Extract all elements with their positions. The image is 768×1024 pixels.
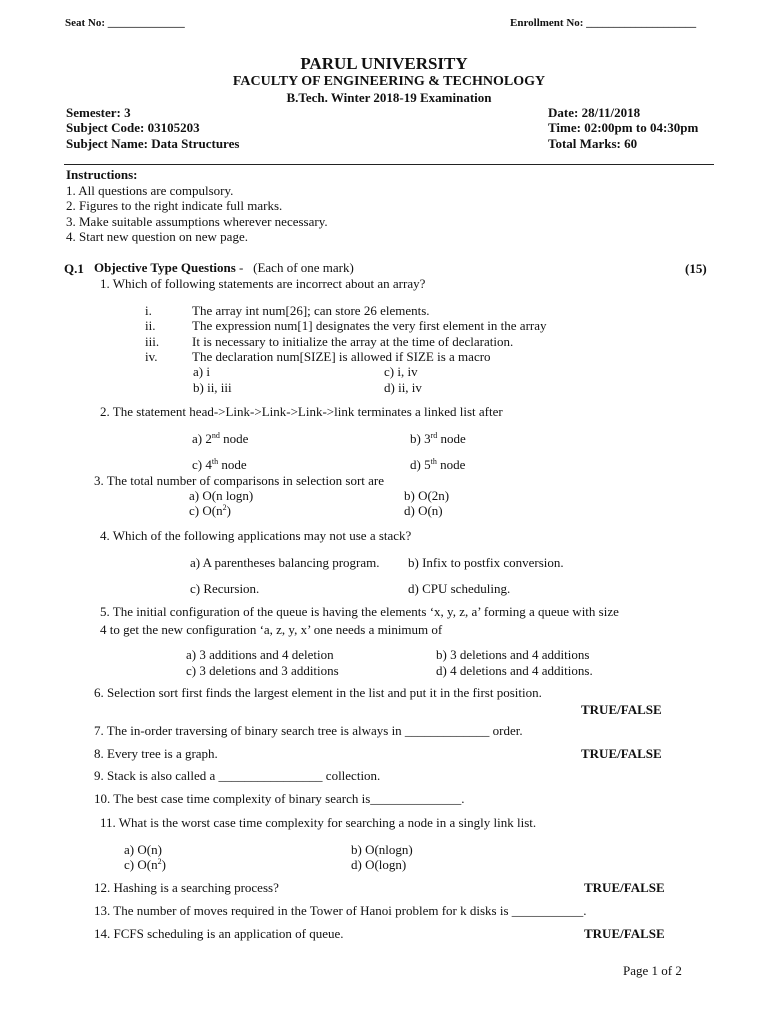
option: c) Recursion. [190,581,260,596]
true-false-label: TRUE/FALSE [581,702,662,717]
question-11: 11. What is the worst case time complexity for searching a node in a singly link list. [100,815,537,830]
page-number: Page 1 of 2 [623,963,682,978]
exam-date: Date: 28/11/2018 [548,105,641,120]
question-number: Q.1 [64,261,84,276]
true-false-label: TRUE/FALSE [581,746,662,761]
statement: The declaration num[SIZE] is allowed if SIZE is a macro [192,349,491,364]
roman-numeral: iv. [145,349,158,364]
question-13: 13. The number of moves required in the Tower of Hanoi problem for k disks is ___________. [94,903,587,918]
statement: The array int num[26]; can store 26 elements. [192,303,430,318]
statement: It is necessary to initialize the array at the time of declaration. [192,334,514,349]
question-9: 9. Stack is also called a ________________ collection. [94,768,381,783]
option: d) CPU scheduling. [408,581,511,596]
section-heading [94,260,354,275]
exam-time: Time: 02:00pm to 04:30pm [548,120,699,135]
option: a) A parentheses balancing program. [190,555,380,570]
option: a) i [193,364,210,379]
roman-numeral: iii. [145,334,160,349]
subject-code: Subject Code: 03105203 [66,120,200,135]
question-5-cont: 4 to get the new configuration ‘a, z, y, x’ one needs a minimum of [100,622,443,637]
question-8: 8. Every tree is a graph. [94,746,218,761]
option: b) 3 deletions and 4 additions [436,647,590,662]
section-subtitle: (Each of one mark) [253,260,354,275]
header-divider [64,164,714,165]
question-10: 10. The best case time complexity of binary search is______________. [94,791,465,806]
exam-title: B.Tech. Winter 2018-19 Examination [286,90,492,105]
option: d) 4 deletions and 4 additions. [436,663,593,678]
question-2: 2. The statement head->Link->Link->Link->link terminates a linked list after [100,404,503,419]
university-title: PARUL UNIVERSITY [300,54,468,73]
option: b) 3rd node [410,431,466,446]
faculty-title: FACULTY OF ENGINEERING & TECHNOLOGY [232,74,546,89]
instruction-item: 1. All questions are compulsory. [66,183,234,198]
true-false-label: TRUE/FALSE [584,880,665,895]
option: a) 3 additions and 4 deletion [186,647,334,662]
option: a) O(n logn) [189,488,254,503]
option: a) O(n) [124,842,162,857]
option: c) 4th node [192,457,247,472]
option: d) ii, iv [384,380,422,395]
option: b) ii, iii [193,380,232,395]
roman-numeral: ii. [145,318,156,333]
semester: Semester: 3 [66,105,131,120]
question-4: 4. Which of the following applications may not use a stack? [100,528,412,543]
section-title: Objective Type Questions [94,260,236,275]
option: c) i, iv [384,364,418,379]
statement: The expression num[1] designates the very first element in the array [192,318,547,333]
option: b) Infix to postfix conversion. [408,555,564,570]
total-marks: Total Marks: 60 [548,136,638,151]
seat-no: Seat No: ______________ [65,17,185,29]
question-14: 14. FCFS scheduling is an application of queue. [94,926,344,941]
section-dash: - [235,260,244,275]
question-7: 7. The in-order traversing of binary search tree is always in _____________ order. [94,723,523,738]
instruction-item: 3. Make suitable assumptions wherever necessary. [66,214,328,229]
option: c) 3 deletions and 3 additions [186,663,339,678]
question-12: 12. Hashing is a searching process? [94,880,279,895]
option: a) 2nd node [192,431,249,446]
question-5: 5. The initial configuration of the queue is having the elements ‘x, y, z, a’ forming a queue with size [100,604,619,619]
subject-name: Subject Name: Data Structures [66,136,240,151]
instructions-title: Instructions: [66,167,138,182]
option: d) O(logn) [351,857,407,872]
option: b) O(nlogn) [351,842,413,857]
option: d) O(n) [404,503,443,518]
option: b) O(2n) [404,488,450,503]
instruction-item: 4. Start new question on new page. [66,229,248,244]
instruction-item: 2. Figures to the right indicate full marks. [66,198,283,213]
question-3: 3. The total number of comparisons in selection sort are [94,473,385,488]
enrollment-no: Enrollment No: ____________________ [510,17,697,29]
question-1: 1. Which of following statements are incorrect about an array? [100,276,426,291]
true-false-label: TRUE/FALSE [584,926,665,941]
roman-numeral: i. [145,303,152,318]
option: c) $O(n^2)$ [189,503,231,518]
section-marks: (15) [685,261,707,276]
option: d) 5th node [410,457,466,472]
option: c) $O(n^2)$ [124,857,166,872]
question-6: 6. Selection sort first finds the largest element in the list and put it in the first position. [94,685,542,700]
